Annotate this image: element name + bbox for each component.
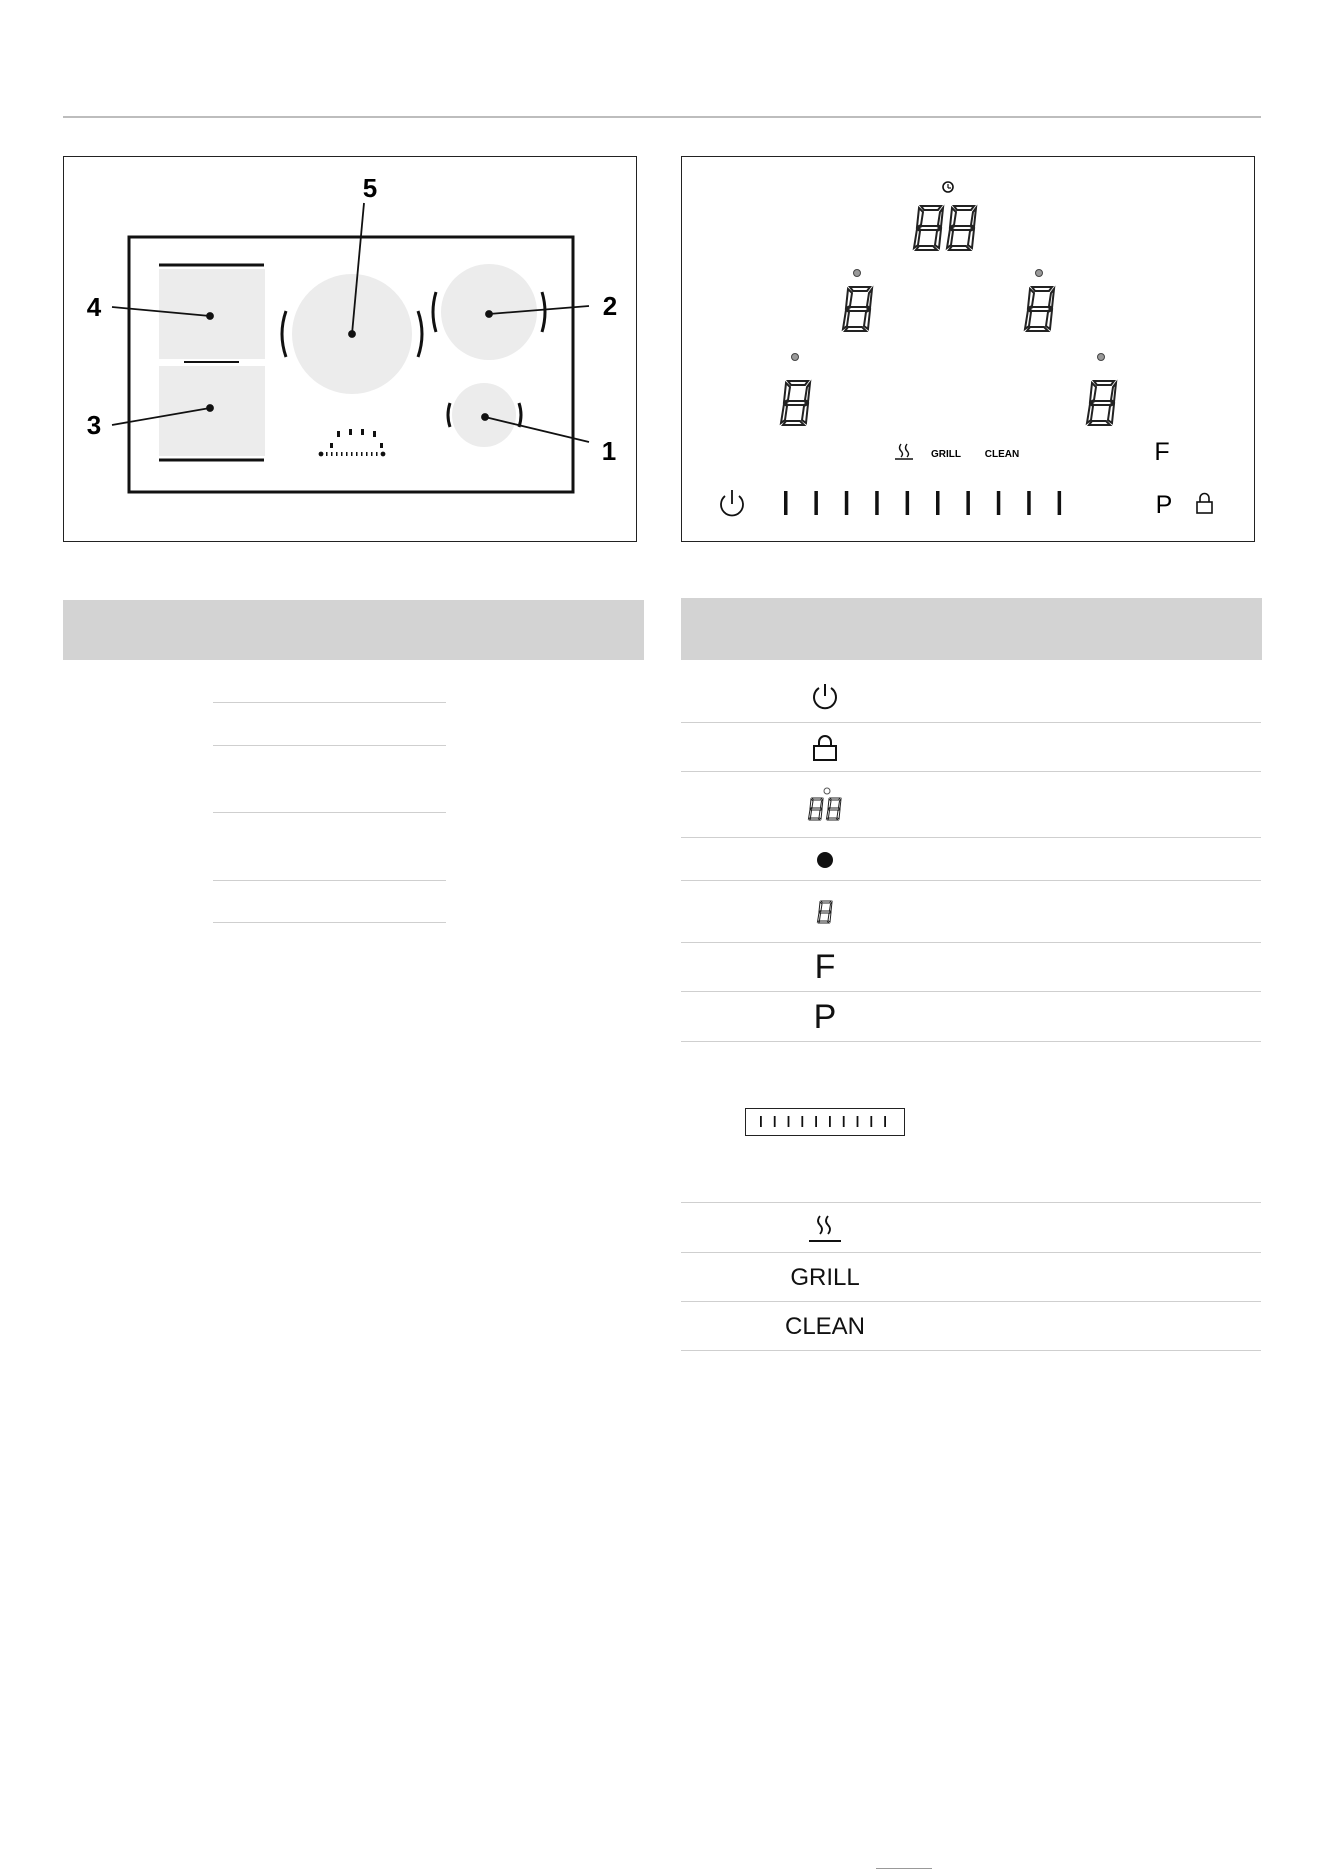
slider-icon <box>746 1109 903 1134</box>
symbol-p: P <box>813 997 837 1036</box>
slider-icon-mark <box>829 1116 831 1127</box>
keep-warm-icon-small <box>895 444 913 459</box>
control-strip-dots <box>319 429 386 456</box>
symbol-dot <box>760 839 890 880</box>
callout-3: 3 <box>86 410 102 440</box>
power-key-icon <box>721 490 743 515</box>
zone-led-bottom-right <box>1098 354 1105 361</box>
slider-icon-mark <box>843 1116 845 1127</box>
zone-2-left-arc <box>433 292 436 332</box>
callout-2: 2 <box>602 291 618 321</box>
zone-digit-top-left <box>843 287 872 331</box>
left-table-header <box>63 600 644 660</box>
control-panel-figure <box>681 156 1255 542</box>
timer-digit-1 <box>914 206 943 250</box>
slider-icon-mark <box>815 1116 817 1127</box>
top-rule <box>63 116 1261 118</box>
right-table-rule <box>681 880 1261 881</box>
right-table-rule <box>681 722 1261 723</box>
zone-2-right-arc <box>542 292 545 332</box>
clean-label: CLEAN <box>984 449 1020 460</box>
zone-digit-bottom-right <box>1087 381 1116 425</box>
slider-step-mark <box>1027 491 1031 515</box>
zone-1-right-arc <box>519 403 521 427</box>
bottom-rule <box>876 1868 932 1869</box>
slider-step-mark <box>875 491 879 515</box>
right-table-rule <box>681 1301 1261 1302</box>
zone-5-left-arc <box>282 311 286 357</box>
zone-5-right-arc <box>418 311 422 357</box>
zone-1-left-arc <box>448 403 450 427</box>
left-table-rule <box>213 702 446 703</box>
zone-digit-top-right <box>1025 287 1054 331</box>
symbol-power <box>760 670 890 722</box>
slider-step-mark <box>966 491 970 515</box>
left-table-rule <box>213 880 446 881</box>
slider-icon-mark <box>884 1116 886 1127</box>
symbol-timer-display <box>760 773 890 837</box>
symbol-slider <box>745 1108 905 1136</box>
slider-step-mark <box>845 491 849 515</box>
slider-step-mark <box>1058 491 1062 515</box>
cooktop-layout-figure <box>63 156 637 542</box>
slider-icon-mark <box>760 1116 762 1127</box>
lock-icon <box>811 734 839 762</box>
zone-led-top-right <box>1036 270 1043 277</box>
symbol-digit <box>760 882 890 942</box>
power-icon <box>810 681 840 711</box>
slider-icon-mark <box>774 1116 776 1127</box>
zone-led-bottom-left <box>792 354 799 361</box>
zone-led-top-left <box>854 270 861 277</box>
callout-1: 1 <box>601 436 617 466</box>
symbol-clean: CLEAN <box>784 1312 866 1340</box>
right-table-rule <box>681 1202 1261 1203</box>
timer-digit-2 <box>947 206 976 250</box>
symbol-lock <box>760 724 890 772</box>
symbol-f: F <box>814 948 836 986</box>
power-slider-marks <box>784 491 1061 515</box>
dot-indicator-icon <box>815 850 835 870</box>
slider-step-mark <box>997 491 1001 515</box>
control-panel-diagram <box>682 157 1254 541</box>
slider-step-mark <box>906 491 910 515</box>
slider-step-mark <box>814 491 818 515</box>
slider-icon-mark <box>857 1116 859 1127</box>
keep-warm-icon <box>807 1211 843 1245</box>
right-table-rule <box>681 837 1261 838</box>
slider-step-mark <box>784 491 788 515</box>
lock-key-icon <box>1197 494 1212 514</box>
slider-step-mark <box>936 491 940 515</box>
symbol-grill: GRILL <box>790 1263 860 1291</box>
right-table-rule <box>681 991 1261 992</box>
program-key-label: P <box>1155 491 1173 519</box>
right-table-rule <box>681 1041 1261 1042</box>
timer-display-icon <box>803 787 847 823</box>
symbol-keep-warm <box>760 1204 890 1252</box>
slider-icon-mark <box>870 1116 872 1127</box>
right-table-rule <box>681 1350 1261 1351</box>
callout-5: 5 <box>362 173 378 203</box>
right-table-rule <box>681 771 1261 772</box>
cooktop-diagram <box>64 157 636 541</box>
function-key-label: F <box>1154 438 1170 466</box>
slider-icon-mark <box>788 1116 790 1127</box>
left-table-rule <box>213 745 446 746</box>
callout-4: 4 <box>86 292 102 322</box>
left-table-rule <box>213 922 446 923</box>
slider-icon-mark <box>801 1116 803 1127</box>
grill-label: GRILL <box>931 449 961 460</box>
digit-display-icon <box>813 897 837 927</box>
right-table-header <box>681 598 1262 660</box>
right-table-rule <box>681 1252 1261 1253</box>
left-table-rule <box>213 812 446 813</box>
zone-digit-bottom-left <box>781 381 810 425</box>
right-table-rule <box>681 942 1261 943</box>
